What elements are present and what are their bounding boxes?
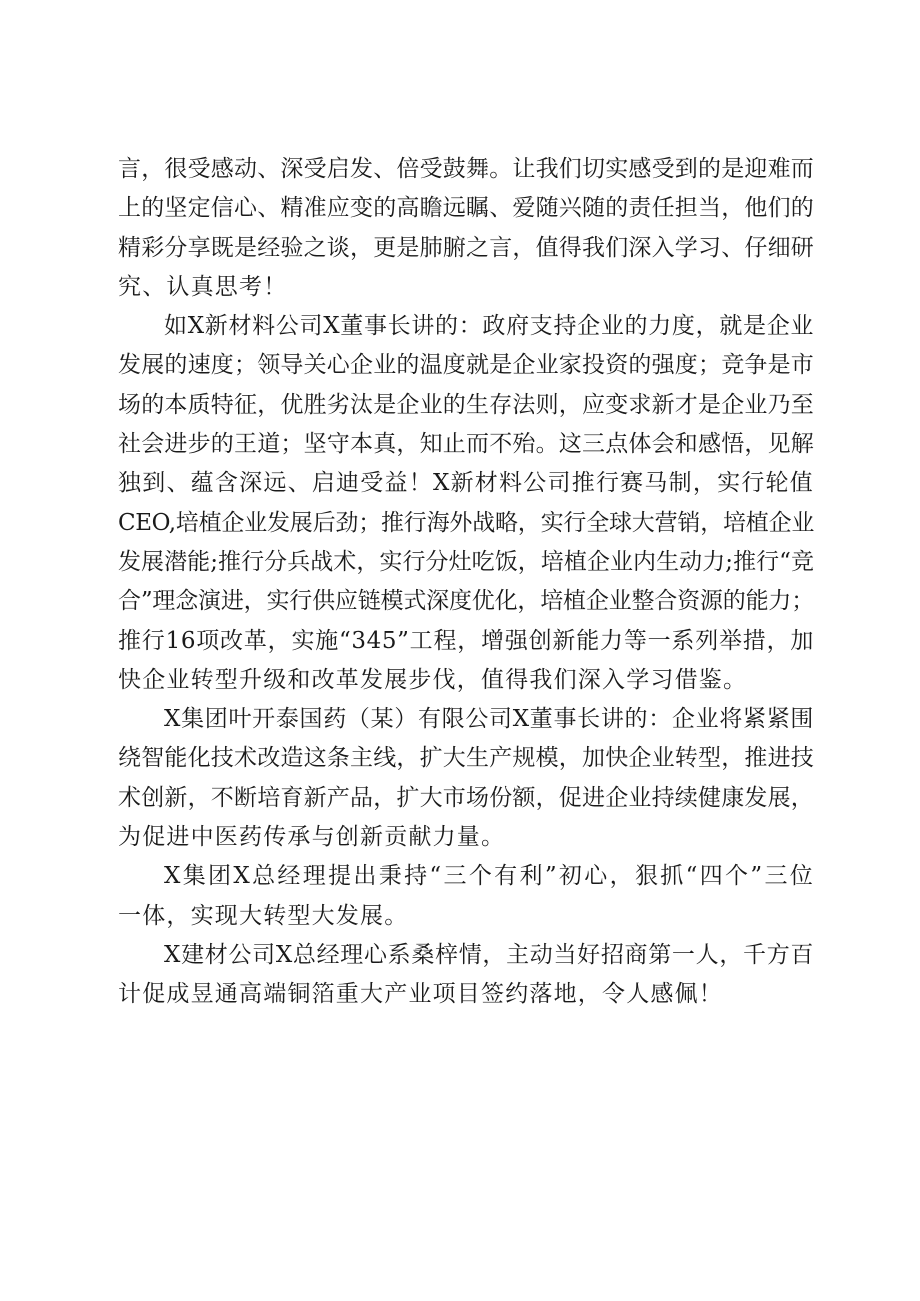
text-line: 发展的速度；领导关心企业的温度就是企业家投资的强度；竞争是市 <box>118 352 814 379</box>
text-line: 合”理念演进，实行供应链模式深度优化，培植企业整合资源的能力； <box>118 588 814 615</box>
text-line: 术创新，不断培育新产品，扩大市场份额，促进企业持续健康发展， <box>118 784 814 811</box>
text-line: 如X新材料公司X董事长讲的：政府支持企业的力度，就是企业 <box>164 313 814 340</box>
text-line: 究、认真思考！ <box>118 273 288 300</box>
text-line: 推行16项改革，实施“345”工程，增强创新能力等一系列举措，加 <box>118 627 814 654</box>
paragraph-4 <box>118 857 814 936</box>
text-line: 上的坚定信心、精准应变的高瞻远瞩、爱随兴随的责任担当，他们的 <box>118 195 814 222</box>
text-line: 绕智能化技术改造这条主线，扩大生产规模，加快企业转型，推进技 <box>118 745 814 772</box>
text-line: CEO,培植企业发展后劲；推行海外战略，实行全球大营销，培植企业 <box>118 509 814 536</box>
text-line: 一体，实现大转型大发展。 <box>118 902 409 929</box>
document-body <box>118 150 814 1015</box>
text-line: 发展潜能;推行分兵战术，实行分灶吃饭，培植企业内生动力;推行“竞 <box>118 548 814 575</box>
text-line: 社会进步的王道；坚守本真，知止而不殆。这三点体会和感悟，见解 <box>118 431 814 458</box>
text-line: 言，很受感动、深受启发、倍受鼓舞。让我们切实感受到的是迎难而 <box>118 156 814 182</box>
paragraph-5 <box>118 936 814 1015</box>
text-line: X集团叶开泰国药（某）有限公司X董事长讲的：企业将紧紧围 <box>164 706 814 733</box>
paragraph-2 <box>118 307 814 700</box>
text-line: 场的本质特征，优胜劣汰是企业的生存法则，应变求新才是企业乃至 <box>118 391 814 418</box>
text-line: 计促成昱通高端铜箔重大产业项目签约落地，令人感佩！ <box>118 981 723 1008</box>
paragraph-1 <box>118 150 814 307</box>
paragraph-3 <box>118 700 814 857</box>
text-line: 快企业转型升级和改革发展步伐，值得我们深入学习借鉴。 <box>118 666 748 693</box>
text-line: X建材公司X总经理心系桑梓情，主动当好招商第一人，千方百 <box>164 941 814 968</box>
text-line: 为促进中医药传承与创新贡献力量。 <box>118 824 506 851</box>
text-line: 独到、蕴含深远、启迪受益！X新材料公司推行赛马制，实行轮值 <box>118 470 814 497</box>
text-line: X集团X总经理提出秉持“三个有利”初心，狠抓“四个”三位 <box>164 863 814 890</box>
text-line: 精彩分享既是经验之谈，更是肺腑之言，值得我们深入学习、仔细研 <box>118 234 814 261</box>
